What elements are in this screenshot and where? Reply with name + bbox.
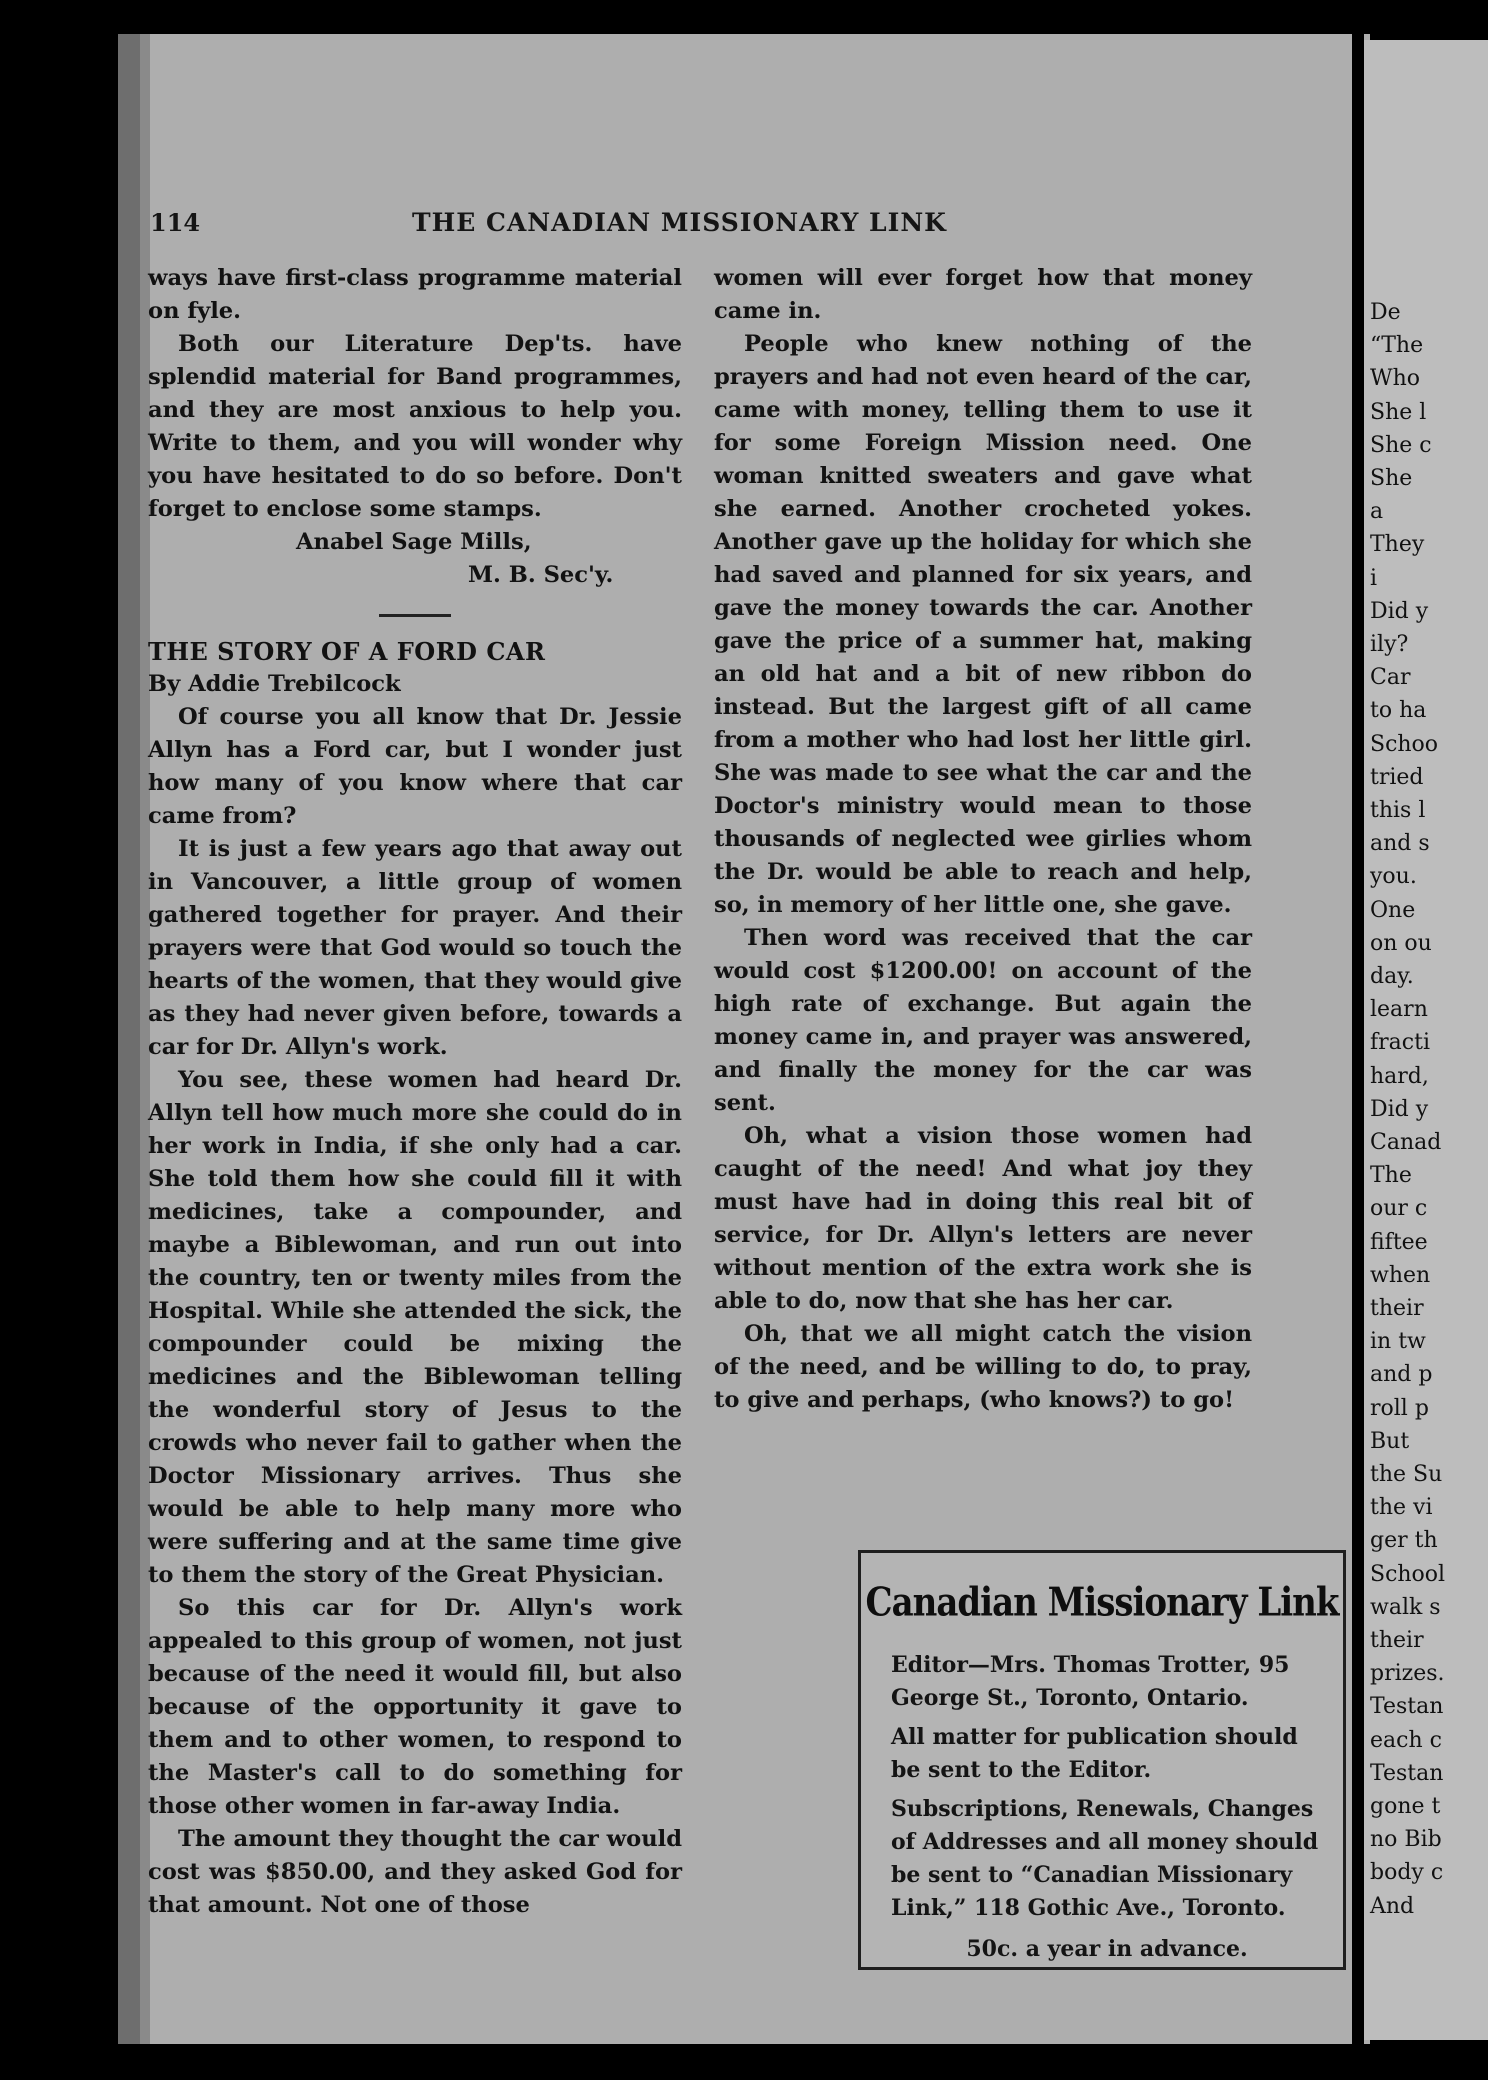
adjacent-page-line: walk s xyxy=(1370,1594,1441,1620)
masthead-box xyxy=(858,1550,1346,1970)
adjacent-page-line: “The xyxy=(1370,333,1424,359)
adjacent-page-line: this l xyxy=(1370,798,1426,823)
page-binding-edge xyxy=(118,34,140,2044)
adjacent-page-line: Who xyxy=(1370,366,1421,392)
adjacent-page-line: She l xyxy=(1370,399,1427,425)
adjacent-page-line: Schoo xyxy=(1370,731,1439,757)
adjacent-page-line: and p xyxy=(1370,1362,1433,1388)
adjacent-page-line: Car xyxy=(1370,665,1411,691)
adjacent-page-line: a xyxy=(1370,499,1384,525)
signature-name: Anabel Sage Mills, xyxy=(296,529,532,555)
story-paragraph: You see, these women had heard Dr. Allyn tell how much more she could do in her work in India, if she only had a car. She told them how she could fill it with medicines, take a compounder, and maybe a Biblewoman, and run out into the country, ten or twenty miles from the Hospital. While she attended the sick, the compounder could be mixing the medicines and the Biblewoman telling the wonderful story of Jesus to the crowds who never fail to gather when the Doctor Missionary arrives. Thus she would be able to help many more who were suffering and at the same time give to them the story of the Great Physician. xyxy=(148,1067,682,1588)
adjacent-page-line: roll p xyxy=(1370,1395,1429,1421)
adjacent-page-line: prizes. xyxy=(1370,1661,1445,1687)
adjacent-page-line: learn xyxy=(1370,997,1428,1023)
intro-paragraph: Both our Literature Dep'ts. have splendid material for Band programmes, and they are most anxious to help you. Write to them, and you will wonder why you have hesitated to do so before. Don't forget to enclose some stamps. xyxy=(148,331,682,522)
story-paragraph: The amount they thought the car would cost was $850.00, and they asked God for that amount. Not one of those xyxy=(148,1826,682,1918)
adjacent-page-line: Did y xyxy=(1370,598,1429,624)
adjacent-page-line: the Su xyxy=(1370,1462,1443,1487)
story-paragraph: women will ever forget how that money came in. xyxy=(714,265,1252,324)
story-paragraph: It is just a few years ago that away out in Vancouver, a little group of women gathered together for prayer. And their prayers were that God would so touch the hearts of the women, that they would give as they had never given before, towards a car for Dr. Allyn's work. xyxy=(148,836,682,1060)
adjacent-page-line: De xyxy=(1370,300,1401,325)
adjacent-page-line: their xyxy=(1370,1628,1424,1653)
story-paragraph: People who knew nothing of the prayers and had not even heard of the car, came with money, telling them to use it for some Foreign Mission need. One woman knitted sweaters and gave what she earned. Another crocheted yokes. Another gave up the holiday for which she had saved and planned for six years, and gave the money towards the car. Another gave the price of a summer hat, making an old hat and a bit of new ribbon do instead. But the largest gift of all came from a mother who had lost her little girl. She was made to see what the car and the Doctor's ministry would mean to those thousands of neglected wee girlies whom the Dr. would be able to reach and help, so, in memory of her little one, she gave. xyxy=(714,331,1252,918)
intro-paragraph: ways have first-class programme material on fyle. xyxy=(148,265,682,324)
adjacent-page-line: their xyxy=(1370,1296,1424,1321)
page-gutter xyxy=(1352,0,1364,2080)
masthead-editor-line: Editor—Mrs. Thomas Trotter, 95 George St., Toronto, Ontario. xyxy=(891,1652,1290,1711)
section-divider xyxy=(379,614,451,617)
adjacent-page-line: School xyxy=(1370,1561,1446,1587)
adjacent-page-line: when xyxy=(1370,1262,1431,1288)
page-number: 114 xyxy=(150,208,201,237)
adjacent-page-line: The xyxy=(1370,1163,1412,1189)
running-head xyxy=(150,208,1110,248)
adjacent-page-line: Testan xyxy=(1370,1760,1444,1786)
story-paragraph: Oh, that we all might catch the vision of the need, and be willing to do, to pray, to give and perhaps, (who knows?) to go! xyxy=(714,1321,1252,1413)
left-column xyxy=(148,262,682,1922)
adjacent-page-line: hard, xyxy=(1370,1063,1429,1089)
adjacent-page-line: Did y xyxy=(1370,1096,1429,1122)
adjacent-page-line: i xyxy=(1370,565,1378,591)
story-byline: By Addie Trebilcock xyxy=(148,671,401,697)
signature-role: M. B. Sec'y. xyxy=(468,562,614,588)
adjacent-page-line: fracti xyxy=(1370,1030,1430,1056)
story-paragraph: Of course you all know that Dr. Jessie Allyn has a Ford car, but I wonder just how many of you know where that car came from? xyxy=(148,704,682,829)
adjacent-page-line: fiftee xyxy=(1370,1229,1428,1255)
story-paragraph: Oh, what a vision those women had caught of the need! And what joy they must have had in doing this real bit of service, for Dr. Allyn's letters are never without mention of the extra work she is able to do, now that she has her car. xyxy=(714,1123,1252,1314)
adjacent-page-line: They xyxy=(1370,532,1425,558)
adjacent-page-line: gone t xyxy=(1370,1794,1441,1819)
adjacent-page-line: Testan xyxy=(1370,1694,1444,1720)
masthead-price-line: 50c. a year in advance. xyxy=(966,1936,1248,1962)
adjacent-page-line: no Bib xyxy=(1370,1827,1442,1853)
adjacent-page-line: each c xyxy=(1370,1727,1442,1753)
story-paragraph: So this car for Dr. Allyn's work appealed to this group of women, not just because of the need it would fill, but also because of the opportunity it gave to them and to other women, to respond to the Master's call to do something for those other women in far-away India. xyxy=(148,1595,682,1819)
adjacent-page-line: But xyxy=(1370,1428,1410,1454)
adjacent-page-line: She xyxy=(1370,466,1413,491)
adjacent-page-line: ger th xyxy=(1370,1528,1438,1554)
adjacent-page-line: our c xyxy=(1370,1196,1428,1222)
adjacent-page-line: Canad xyxy=(1370,1130,1442,1155)
right-column xyxy=(714,262,1252,1417)
adjacent-page-line: ily? xyxy=(1370,632,1409,657)
adjacent-page-line: and s xyxy=(1370,831,1430,857)
adjacent-page-line: body c xyxy=(1370,1860,1444,1886)
adjacent-page-line: in tw xyxy=(1370,1329,1426,1355)
masthead-body xyxy=(891,1649,1323,1972)
adjacent-page-line: day. xyxy=(1370,964,1414,989)
masthead-publication-line: All matter for publication should be sent to the Editor. xyxy=(891,1724,1298,1783)
adjacent-page-line: tried xyxy=(1370,764,1424,790)
adjacent-page-line: And xyxy=(1370,1893,1415,1919)
masthead-subscriptions-line: Subscriptions, Renewals, Changes of Addresses and all money should be sent to “Canadian Missionary Link,” 118 Gothic Ave., Toronto. xyxy=(891,1796,1319,1921)
adjacent-page-line: to ha xyxy=(1370,698,1427,724)
journal-title: THE CANADIAN MISSIONARY LINK xyxy=(412,208,947,237)
masthead-title: Canadian Missionary Link xyxy=(865,1580,1339,1626)
story-paragraph: Then word was received that the car would cost $1200.00! on account of the high rate of exchange. But again the money came in, and prayer was answered, and finally the money for the car was sent. xyxy=(714,925,1252,1116)
adjacent-page-line: on ou xyxy=(1370,930,1432,956)
adjacent-page-line: you. xyxy=(1370,864,1417,890)
adjacent-page-line: She c xyxy=(1370,432,1432,458)
adjacent-page-line: the vi xyxy=(1370,1495,1433,1521)
adjacent-page-fragment xyxy=(1364,40,1488,2040)
story-title: THE STORY OF A FORD CAR xyxy=(148,637,546,666)
adjacent-page-line: One xyxy=(1370,897,1416,923)
